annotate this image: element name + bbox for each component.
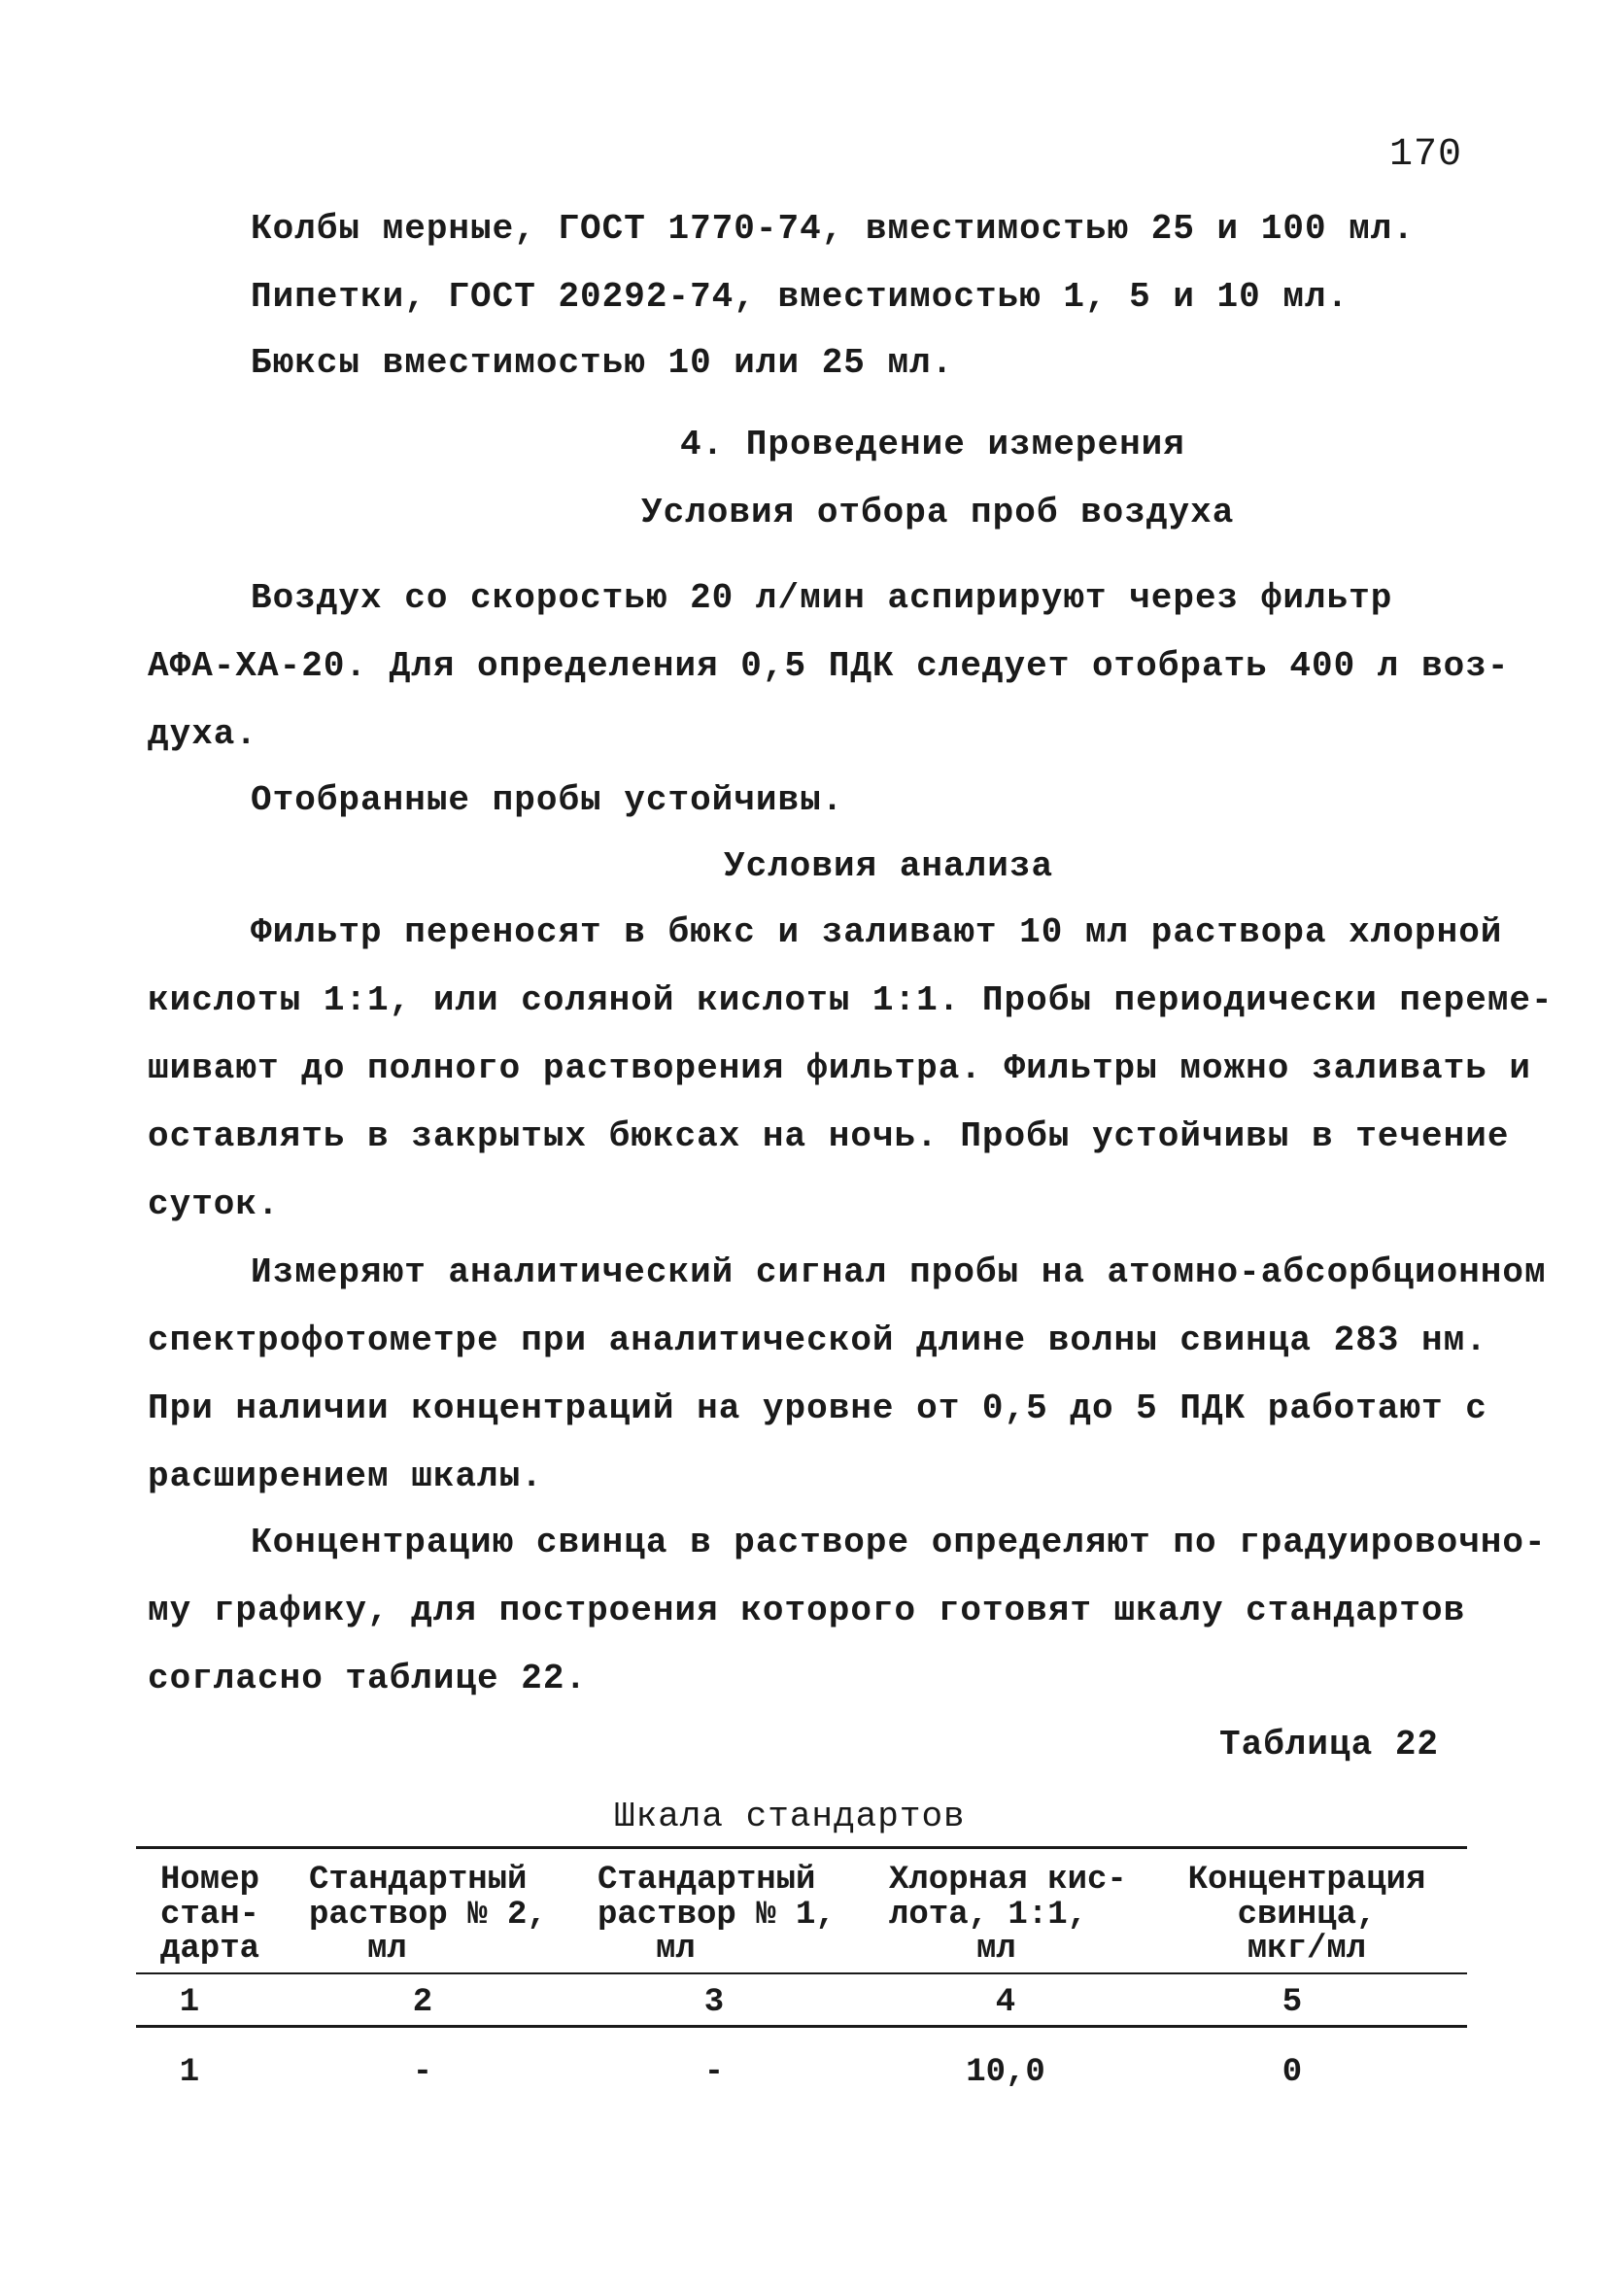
table-top-rule [136,1846,1467,1849]
text-line-11: Фильтр переносят в бюкс и заливают 10 мл раствора хлорной [251,912,1503,952]
text-line-16: Измеряют аналитический сигнал пробы на атомно-абсорбционном [251,1252,1547,1292]
text-line-19: расширением шкалы. [148,1456,543,1496]
text-line-2: Пипетки, ГОСТ 20292-74, вместимостью 1, 5 и 10 мл. [251,277,1350,317]
colnum-1: 1 [179,1984,200,2021]
header-col-4 [889,1864,1127,1968]
header-col-5-line-2: свинца, [1237,1896,1377,1934]
text-line-3: Бюксы вместимостью 10 или 25 мл. [251,343,954,383]
table-title: Шкала стандартов [614,1797,966,1836]
text-line-8: духа. [148,714,258,754]
header-col-1-line-2: стан- [160,1896,260,1934]
row-1-col-5: 0 [1281,2054,1303,2091]
text-line-18: При наличии концентраций на уровне от 0,5 до 5 ПДК работают с [148,1388,1487,1428]
colnum-4: 4 [995,1984,1016,2021]
header-col-3-line-2: раствор № 1, [598,1896,836,1934]
column-numbers-rule [136,2025,1467,2028]
row-1-col-2: - [412,2054,433,2091]
text-line-6: Воздух со скоростью 20 л/мин аспирируют через фильтр [251,578,1393,618]
header-col-3 [598,1864,836,1968]
page-number: 170 [1389,133,1463,177]
subheading-analysis: Условия анализа [724,846,1054,886]
text-line-15: суток. [148,1184,280,1224]
colnum-2: 2 [412,1984,433,2021]
text-line-12: кислоты 1:1, или соляной кислоты 1:1. Пробы периодически переме- [148,980,1554,1020]
text-line-22: согласно таблице 22. [148,1659,588,1698]
text-line-21: му графику, для построения которого готовят шкалу стандартов [148,1591,1466,1630]
section-heading: 4. Проведение измерения [680,425,1185,464]
header-col-3-line-3: мл [656,1931,696,1969]
text-line-17: спектрофотометре при аналитической длине волны свинца 283 нм. [148,1320,1487,1360]
header-col-5-line-3: мкг/мл [1247,1931,1367,1969]
header-col-5-line-1: Концентрация [1187,1862,1426,1899]
header-col-2 [309,1864,547,1968]
text-line-14: оставлять в закрытых бюксах на ночь. Пробы устойчивы в течение [148,1116,1510,1156]
header-col-2-line-1: Стандартный [309,1862,528,1899]
header-col-1 [160,1864,259,1968]
text-line-9: Отобранные пробы устойчивы. [251,780,844,820]
row-1-col-1: 1 [179,2054,200,2091]
header-col-3-line-1: Стандартный [598,1862,816,1899]
colnum-3: 3 [703,1984,725,2021]
text-line-7: АФА-ХА-20. Для определения 0,5 ПДК следует отобрать 400 л воз- [148,646,1510,686]
text-line-20: Концентрацию свинца в растворе определяют по градуировочно- [251,1523,1547,1562]
header-col-4-line-1: Хлорная кис- [889,1862,1127,1899]
colnum-5: 5 [1281,1984,1303,2021]
header-col-1-line-1: Номер [160,1862,260,1899]
header-col-4-line-2: лота, 1:1, [889,1896,1088,1934]
text-line-13: шивают до полного растворения фильтра. Фильтры можно заливать и [148,1048,1532,1088]
table-label: Таблица 22 [1219,1725,1440,1765]
header-rule [136,1972,1467,1974]
text-line-1: Колбы мерные, ГОСТ 1770-74, вместимостью 25 и 100 мл. [251,209,1415,249]
row-1-col-4: 10,0 [966,2054,1045,2091]
header-col-2-line-3: мл [367,1931,407,1969]
header-col-2-line-2: раствор № 2, [309,1896,547,1934]
subheading-sampling: Условия отбора проб воздуха [641,493,1235,532]
row-1-col-3: - [703,2054,725,2091]
header-col-1-line-3: дарта [160,1931,260,1969]
header-col-5 [1166,1864,1448,1968]
header-col-4-line-3: мл [976,1931,1016,1969]
